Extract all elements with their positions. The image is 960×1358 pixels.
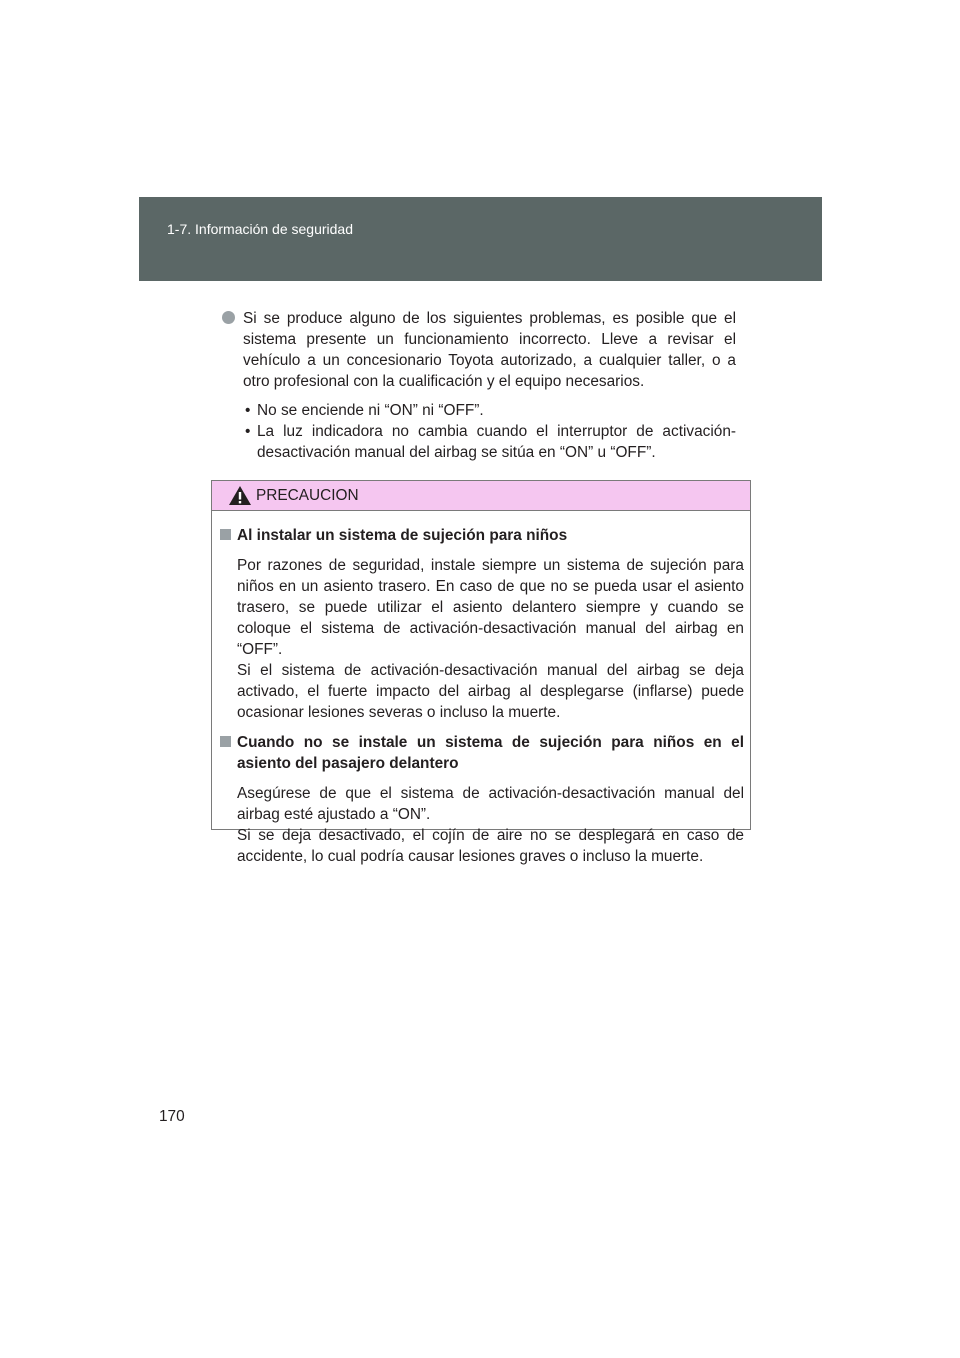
warning-triangle-icon <box>228 485 252 506</box>
bullet-dot-icon: • <box>245 402 251 419</box>
warning-header <box>212 481 750 511</box>
paragraph: Si el sistema de activación-desactivación manual del airbag se deja activado, el fuerte impacto del airbag al desplegarse (inflarse) puede ocasionar lesiones severas o incluso la muerte. <box>237 662 744 721</box>
list-item-text: No se enciende ni “ON” ni “OFF”. <box>257 402 484 419</box>
bullet-block <box>222 308 736 463</box>
warning-item-heading: Al instalar un sistema de sujeción para niños <box>237 527 568 544</box>
warning-label: PRECAUCION <box>256 487 359 504</box>
paragraph: Por razones de seguridad, instale siempre un sistema de sujeción para niños en un asiento trasero. En caso de que no se pueda usar el asiento trasero, se puede utilizar el asiento delantero siempre y cuando se coloque el sistema de activación-desactivación manual del airbag en “OFF”. <box>237 557 744 658</box>
list-item <box>243 400 736 421</box>
bullet-text: Si se produce alguno de los siguientes problemas, es posible que el sistema presente un funcionamiento incorrecto. Lleve a revisar el vehículo a un concesionario Toyota autorizado, a cualquier taller, o a otro profesional con la cualificación y el equipo necesarios. <box>243 310 736 390</box>
warning-box <box>211 480 751 865</box>
bullet-circle-icon <box>222 311 235 324</box>
page-number: 170 <box>159 1108 185 1125</box>
warning-item-text <box>237 555 744 723</box>
section-header-bar <box>139 197 822 281</box>
warning-item <box>220 525 744 723</box>
list-item <box>243 421 736 463</box>
paragraph: Asegúrese de que el sistema de activación-desactivación manual del airbag esté ajustado a “ON”. <box>237 785 744 823</box>
warning-item-heading: Cuando no se instale un sistema de sujeción para niños en el asiento del pasajero delantero <box>237 734 744 772</box>
square-bullet-icon <box>220 736 231 747</box>
list-item-text: La luz indicadora no cambia cuando el interruptor de activación-desactivación manual del airbag se sitúa en “ON” u “OFF”. <box>257 423 736 461</box>
square-bullet-icon <box>220 529 231 540</box>
paragraph: Si se deja desactivado, el cojín de aire no se desplegará en caso de accidente, lo cual podría causar lesiones graves o incluso la muerte. <box>237 827 744 865</box>
warning-item <box>220 732 744 867</box>
warning-body <box>212 511 750 867</box>
sub-list <box>243 400 736 463</box>
warning-item-text <box>237 783 744 867</box>
bullet-dot-icon: • <box>245 423 251 440</box>
section-title: 1-7. Información de seguridad <box>167 221 353 237</box>
